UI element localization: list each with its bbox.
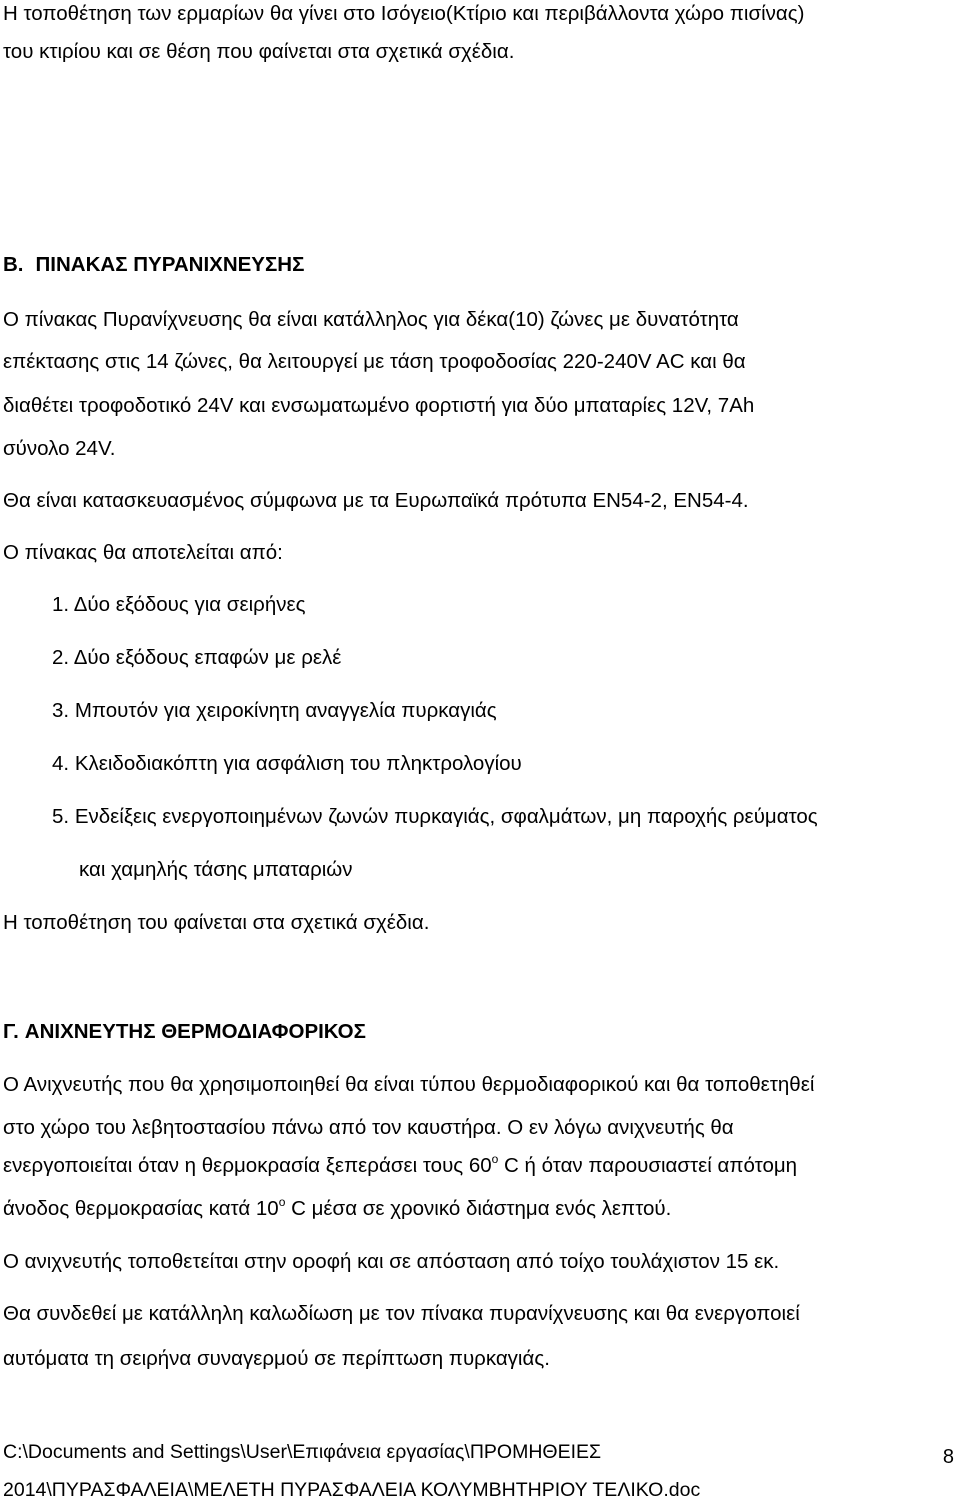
section-c-line3 <box>3 1152 798 1177</box>
section-b-para1-line3: διαθέτει τροφοδοτικό 24V και ενσωματωμένο φορτιστή για δύο μπαταρίες 12V, 7Ah <box>3 394 755 417</box>
list-item <box>52 701 497 722</box>
list-item <box>52 754 522 775</box>
degree-superscript: ο <box>278 1195 286 1209</box>
section-c-number: Γ. <box>3 1020 19 1043</box>
list-item-continuation: και χαμηλής τάσης μπαταριών <box>79 858 353 881</box>
intro-line-2: του κτιρίου και σε θέση που φαίνεται στα σχετικά σχέδια. <box>3 40 515 63</box>
section-c-line4-text-end: C μέσα σε χρονικό διάστημα ενός λεπτού. <box>285 1197 672 1220</box>
list-item-text: Δύο εξόδους για σειρήνες <box>73 593 306 616</box>
section-c-line4 <box>3 1195 672 1220</box>
intro-line-1: Η τοποθέτηση των ερμαρίων θα γίνει στο Ισόγειο(Κτίριο και περιβάλλοντα χώρο πισίνας) <box>3 2 805 25</box>
section-b-para3: Ο πίνακας θα αποτελείται από: <box>3 541 283 564</box>
section-c-line1: Ο Ανιχνευτής που θα χρησιμοποιηθεί θα είναι τύπου θερμοδιαφορικού και θα τοποθετηθεί <box>3 1073 815 1096</box>
list-item-number: 3. <box>52 699 70 722</box>
section-c-line6: Θα συνδεθεί με κατάλληλη καλωδίωση με τον πίνακα πυρανίχνευσης και θα ενεργοποιεί <box>3 1302 800 1325</box>
section-b-heading <box>3 255 304 276</box>
section-b-para2: Θα είναι κατασκευασμένος σύμφωνα με τα Ευρωπαϊκά πρότυπα EN54-2, EN54-4. <box>3 489 749 512</box>
list-item-number: 5. <box>52 805 70 828</box>
section-c-title: ΑΝΙΧΝΕΥΤΗΣ ΘΕΡΜΟΔΙΑΦΟΡΙΚΟΣ <box>24 1020 366 1043</box>
list-item-number: 4. <box>52 752 70 775</box>
section-b-title: ΠΙΝΑΚΑΣ ΠΥΡΑΝΙΧΝΕΥΣΗΣ <box>35 253 305 276</box>
section-c-line3-text-end: C ή όταν παρουσιαστεί απότομη <box>498 1154 798 1177</box>
list-item-number: 1. <box>52 593 70 616</box>
section-c-line4-text: άνοδος θερμοκρασίας κατά 10 <box>3 1197 279 1220</box>
page-number: 8 <box>942 1446 954 1468</box>
section-c-line3-text: ενεργοποιείται όταν η θερμοκρασία ξεπεράσει τους 60 <box>3 1154 492 1177</box>
section-b-para1-line1: Ο πίνακας Πυρανίχνευσης θα είναι κατάλληλος για δέκα(10) ζώνες με δυνατότητα <box>3 308 739 331</box>
section-b-para1-line2: επέκτασης στις 14 ζώνες, θα λειτουργεί με τάση τροφοδοσίας 220-240V AC και θα <box>3 350 746 373</box>
list-item-number: 2. <box>52 646 70 669</box>
section-b-closing: Η τοποθέτηση του φαίνεται στα σχετικά σχέδια. <box>3 911 430 934</box>
section-b-number: Β. <box>3 253 24 276</box>
list-item-text: Μπουτόν για χειροκίνητη αναγγελία πυρκαγιάς <box>74 699 497 722</box>
section-c-line7: αυτόματα τη σειρήνα συναγερμού σε περίπτωση πυρκαγιάς. <box>3 1347 550 1370</box>
section-c-line2: στο χώρο του λεβητοστασίου πάνω από τον καυστήρα. Ο εν λόγω ανιχνευτής θα <box>3 1116 734 1139</box>
list-item-text: Κλειδοδιακόπτη για ασφάλιση του πληκτρολογίου <box>74 752 522 775</box>
section-c-heading <box>3 1022 366 1043</box>
footer-path-line2: 2014\ΠΥΡΑΣΦΑΛΕΙΑ\ΜΕΛΕΤΗ ΠΥΡΑΣΦΑΛΕΙΑ ΚΟΛΥΜΒΗΤΗΡΙΟΥ ΤΕΛΙΚΟ.doc <box>3 1479 701 1501</box>
degree-superscript: ο <box>491 1152 499 1166</box>
footer-path-line1: C:\Documents and Settings\User\Επιφάνεια εργασίας\ΠΡΟΜΗΘΕΙΕΣ <box>3 1441 602 1463</box>
list-item <box>52 595 305 616</box>
list-item-text: Δύο εξόδους επαφών με ρελέ <box>73 646 342 669</box>
list-item <box>52 648 341 669</box>
list-item-text: Ενδείξεις ενεργοποιημένων ζωνών πυρκαγιάς, σφαλμάτων, μη παροχής ρεύματος <box>74 805 818 828</box>
section-b-para1-line4: σύνολο 24V. <box>3 437 116 460</box>
section-c-line5: Ο ανιχνευτής τοποθετείται στην οροφή και σε απόσταση από τοίχο τουλάχιστον 15 εκ. <box>3 1250 780 1273</box>
list-item <box>52 807 818 828</box>
